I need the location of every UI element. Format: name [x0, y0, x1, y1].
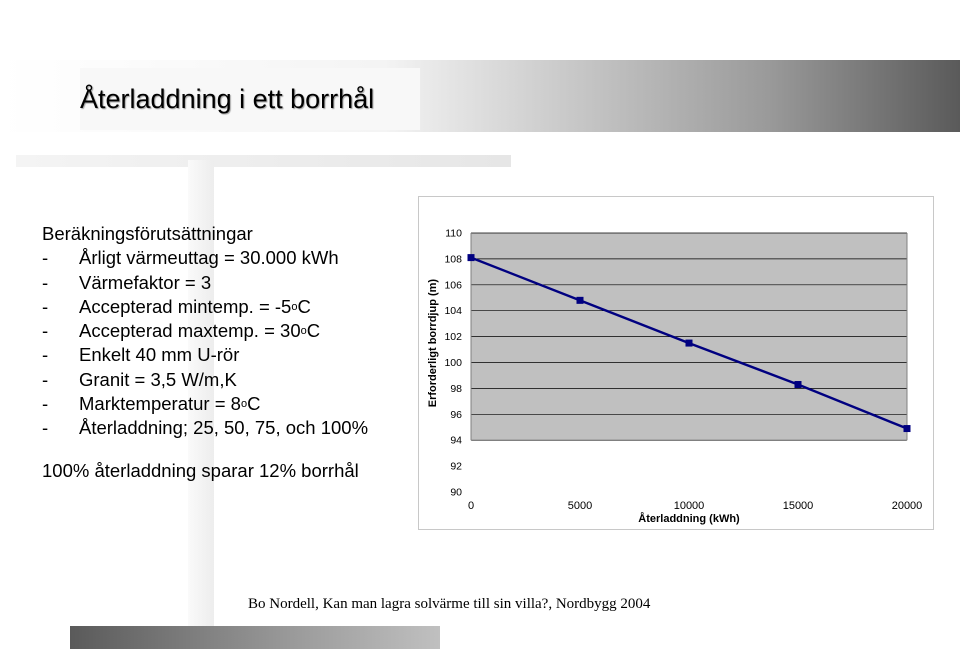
y-tick-label: 102 [444, 331, 462, 344]
assumption-text: Årligt värmeuttag = 30.000 kWh [79, 247, 339, 269]
assumption-text: Accepterad mintemp. = -5 [79, 295, 292, 317]
x-tick-label: 10000 [673, 500, 705, 512]
y-tick-label: 96 [450, 408, 462, 421]
assumption-item [42, 271, 368, 295]
y-tick-label: 92 [450, 460, 462, 473]
y-tick-label: 108 [444, 253, 462, 266]
assumption-text: Värmefaktor = 3 [79, 271, 212, 293]
x-axis-title: Återladdning (kWh) [638, 513, 740, 525]
citation: Bo Nordell, Kan man lagra solvärme till sin villa?, Nordbygg 2004 [248, 596, 651, 612]
assumption-text: Enkelt 40 mm U-rör [79, 344, 240, 366]
assumption-item [42, 392, 368, 416]
assumptions-heading: Beräkningsförutsättningar [42, 223, 253, 244]
assumption-item [42, 416, 368, 440]
degree-mark: o [291, 300, 298, 313]
bullet-dash: - [42, 247, 49, 269]
degree-mark: o [240, 398, 248, 411]
assumptions-list [42, 246, 368, 440]
x-tick-label: 5000 [567, 500, 593, 512]
conclusion-text: 100% återladdning sparar 12% borrhål [42, 459, 359, 481]
chart-panel [418, 196, 934, 530]
x-tick-label: 0 [467, 500, 475, 512]
assumption-text: Återladdning; 25, 50, 75, och 100% [79, 417, 369, 439]
unit-text: C [247, 393, 261, 415]
y-tick-label: 94 [450, 434, 462, 447]
y-tick-label: 110 [445, 227, 462, 240]
bullet-dash: - [42, 417, 49, 439]
divider-band [16, 155, 511, 167]
bullet-dash: - [42, 320, 49, 342]
assumption-item [42, 295, 368, 319]
slide-title: Återladdning i ett borrhål [80, 84, 375, 114]
bullet-dash: - [42, 344, 49, 366]
bullet-dash: - [42, 295, 49, 317]
bullet-dash: - [42, 393, 49, 415]
data-point [686, 340, 693, 347]
bullet-dash: - [42, 271, 49, 293]
bullet-dash: - [42, 368, 49, 390]
x-tick-label: 20000 [891, 500, 923, 512]
assumption-item [42, 343, 368, 367]
unit-text: C [306, 320, 321, 342]
assumption-item [42, 368, 368, 392]
x-tick-label: 15000 [782, 500, 814, 512]
assumption-text: Accepterad maxtemp. = 30 [79, 320, 301, 342]
footer-band [70, 626, 440, 649]
y-tick-label: 104 [444, 305, 462, 318]
degree-mark: o [300, 325, 307, 338]
y-tick-label: 98 [450, 382, 462, 395]
data-point [904, 425, 911, 432]
y-tick-label: 90 [450, 486, 462, 499]
data-point [795, 381, 802, 388]
depth-chart [419, 197, 933, 529]
y-tick-label: 100 [444, 357, 462, 369]
assumption-item [42, 246, 368, 270]
data-point [577, 297, 584, 304]
unit-text: C [297, 295, 311, 317]
assumptions-block [42, 222, 368, 483]
data-point [468, 254, 475, 261]
assumption-text: Marktemperatur = 8 [79, 393, 241, 415]
assumption-text: Granit = 3,5 W/m,K [79, 368, 237, 390]
y-tick-label: 106 [444, 279, 462, 292]
assumption-item [42, 319, 368, 343]
y-axis-title: Erforderligt borrdjup (m) [427, 278, 439, 408]
